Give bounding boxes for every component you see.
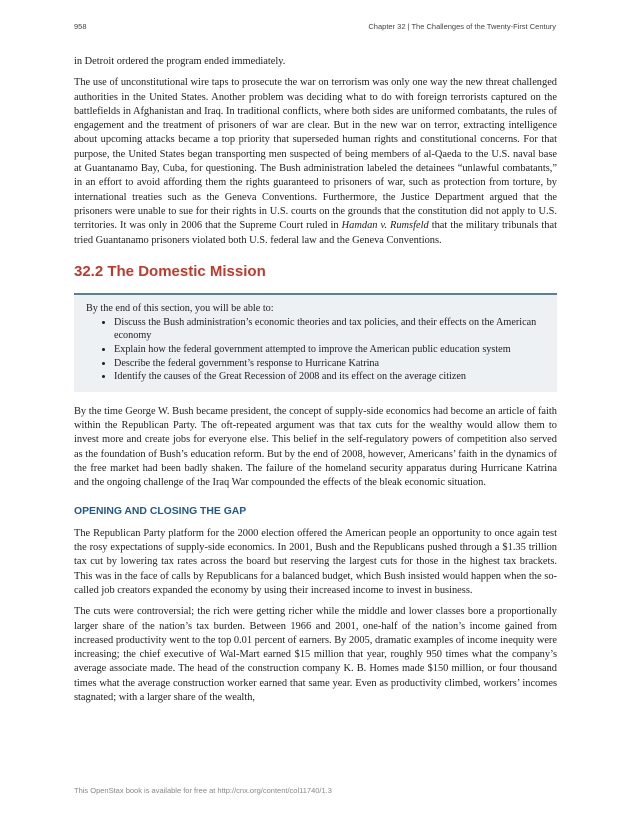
intro-paragraph: By the time George W. Bush became president, the concept of supply-side economics had become an article of faith within the Republican Party. The oft-repeated argument was that tax cuts for the wealthy would allow them to invest more and create jobs for everyone else. This belief in the self-regulatory powers of competition also served as the foundation of Bush’s education reform. But by the end of 2008, however, Americans’ faith in the dynamics of the free market had been badly shaken. The failure of the homeland security apparatus during Hurricane Katrina and the ongoing challenge of the Iraq War compounded the effects of the bleak economic situation. xyxy=(74,405,557,489)
page-content xyxy=(74,55,557,712)
case-name: Hamdan v. Rumsfeld xyxy=(341,220,429,232)
objectives-intro: By the end of this section, you will be able to: xyxy=(86,303,274,315)
objective-item: • Explain how the federal government attempted to improve the American public education system xyxy=(114,343,545,357)
objective-item: • Describe the federal government’s response to Hurricane Katrina xyxy=(114,357,545,371)
gap-paragraph-2: The cuts were controversial; the rich were getting richer while the middle and lower classes bore a proportionally larger share of the nation’s tax burden. Between 1966 and 2001, one-half of the nation’s income gained from increased productivity went to the top 0.01 percent of earners. By 2005, dramatic examples of income inequity were increasing; the chief executive of Wal-Mart earned $15 million that year, roughly 950 times what the company’s average associate made. The head of the construction company K. B. Homes made $150 million, or four thousand times what the average construction worker earned that same year. Even as productivity climbed, workers’ incomes stagnated; with a larger share of the wealth, xyxy=(74,606,558,704)
wiretaps-text-before: The use of unconstitutional wire taps to prosecute the war on terrorism was only one way the new threat challenged authorities in the United States. Another problem was deciding what to do with foreign terrorists captured on the battlefields in Afghanistan and Iraq. In traditional conflicts, where both sides are uniformed combatants, the rules of engagement and the treatment of prisoners of war are clear. But in the new war on terror, extracting intelligence about upcoming attacks became a top priority that superseded human rights and constitutional concerns. For that purpose, the United States began transporting men suspected of being members of al-Qaeda to the U.S. naval base at Guantanamo Bay, Cuba, for questioning. The Bush administration labeled the detainees “unlawful combatants,” in an effort to avoid affording them the rights guaranteed to prisoners of war, such as protection from torture, by international treaties such as the Geneva Conventions. Furthermore, the Justice Department argued that the prisoners were unable to sue for their rights in U.S. courts on the grounds that the constitution did not apply to U.S. territories. It was only in 2006 that the Supreme Court ruled in xyxy=(74,77,557,232)
gap-paragraph-1: The Republican Party platform for the 2000 election offered the American people an opportunity to once again test the rosy expectations of supply-side economics. In 2001, Bush and the Republicans pushed through a $1.35 trillion tax cut by lowering tax rates across the board but reserving the largest cuts for those in the highest tax brackets. This was in the face of calls by Republicans for a balanced budget, which Bush insisted would happen when the so-called job creators expanded the economy by using their increased income to invest in business. xyxy=(74,527,557,596)
objectives-list xyxy=(86,316,545,384)
section-title: 32.2 The Domestic Mission xyxy=(74,262,266,280)
page-number: 958 xyxy=(74,22,87,31)
wiretaps-paragraph xyxy=(74,76,557,248)
subsection-heading: OPENING AND CLOSING THE GAP xyxy=(74,505,247,517)
continued-paragraph: in Detroit ordered the program ended immediately. xyxy=(74,56,286,67)
wiretaps-text-after: that the military tribunals that tried Guantanamo prisoners violated both U.S. federal law and the Geneva Conventions. xyxy=(74,220,557,246)
objective-item: • Discuss the Bush administration’s economic theories and tax policies, and their effects on the American economy xyxy=(114,316,545,343)
learning-objectives-box xyxy=(74,293,557,392)
page-footer: This OpenStax book is available for free at http://cnx.org/content/col11740/1.3 xyxy=(74,786,332,795)
chapter-title: Chapter 32 | The Challenges of the Twenty-First Century xyxy=(368,22,556,31)
objective-item: • Identify the causes of the Great Recession of 2008 and its effect on the average citizen xyxy=(114,370,545,384)
